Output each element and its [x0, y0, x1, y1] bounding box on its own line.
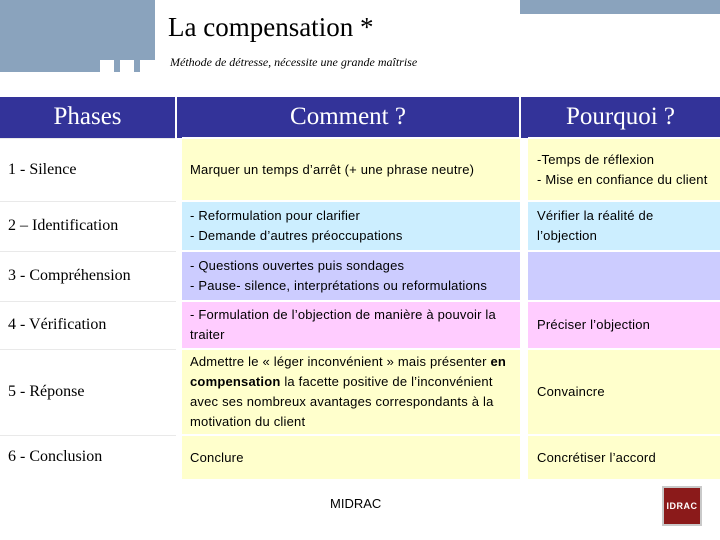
compensation-table — [0, 97, 720, 479]
brand-strip — [520, 0, 720, 14]
table-row — [0, 435, 720, 479]
header-comment: Comment ? — [176, 97, 520, 138]
comment-text: Admettre le « léger inconvénient » mais présenter — [190, 354, 491, 369]
phase-cell: 2 – Identification — [0, 201, 176, 251]
pourquoi-cell — [528, 138, 720, 201]
comment-line: - Pause- silence, interprétations ou reformulations — [190, 278, 488, 293]
table-row — [0, 138, 720, 201]
pourquoi-line: - Mise en confiance du client — [537, 171, 708, 187]
table-header-row — [0, 97, 720, 138]
comment-cell — [182, 301, 520, 349]
header-pourquoi: Pourquoi ? — [520, 97, 720, 138]
pourquoi-cell — [528, 435, 720, 479]
decor-square — [100, 60, 114, 72]
slide-subtitle: Méthode de détresse, nécessite une grande maîtrise — [170, 55, 418, 69]
phase-cell: 4 - Vérification — [0, 301, 176, 349]
comment-cell — [182, 349, 520, 435]
comment-line: - Demande d’autres préoccupations — [190, 228, 403, 243]
pourquoi-cell — [528, 201, 720, 251]
pourquoi-line: Vérifier la réalité de l’objection — [537, 208, 654, 243]
table-row — [0, 349, 720, 435]
phase-cell: 6 - Conclusion — [0, 435, 176, 479]
pourquoi-cell — [528, 251, 720, 301]
slide-title: La compensation * — [168, 12, 374, 42]
logo-text: IDRAC — [666, 501, 698, 511]
pourquoi-line: Convaincre — [537, 384, 605, 399]
pourquoi-cell — [528, 349, 720, 435]
comment-line: Conclure — [190, 449, 244, 465]
table-row — [0, 201, 720, 251]
decor-square — [120, 60, 134, 72]
phase-cell: 1 - Silence — [0, 138, 176, 201]
comment-cell — [182, 201, 520, 251]
comment-line: - Formulation de l’objection de manière à pouvoir la traiter — [190, 307, 496, 342]
pourquoi-line: Concrétiser l’accord — [537, 449, 656, 465]
pourquoi-cell — [528, 301, 720, 349]
comment-cell — [182, 435, 520, 479]
header-phases: Phases — [0, 97, 176, 138]
footer-text: MIDRAC — [330, 496, 382, 511]
comment-cell — [182, 138, 520, 201]
pourquoi-line: -Temps de réflexion — [537, 151, 655, 167]
phase-cell: 3 - Compréhension — [0, 251, 176, 301]
table-row — [0, 301, 720, 349]
phase-cell: 5 - Réponse — [0, 349, 176, 435]
decor-square — [140, 60, 155, 72]
comment-line: Marquer un temps d’arrêt (+ une phrase neutre) — [190, 161, 475, 177]
table-row — [0, 251, 720, 301]
comment-cell — [182, 251, 520, 301]
comment-text: la facette positive de l’inconvénient avec ses nombreux avantages correspondants à la motivation du client — [190, 374, 494, 429]
idrac-logo — [662, 486, 702, 526]
comment-line: - Questions ouvertes puis sondages — [190, 258, 405, 273]
pourquoi-line: Préciser l’objection — [537, 317, 651, 332]
comment-bold-text: en compensation — [190, 354, 507, 389]
brand-block — [0, 0, 155, 72]
comment-line: - Reformulation pour clarifier — [190, 208, 361, 223]
